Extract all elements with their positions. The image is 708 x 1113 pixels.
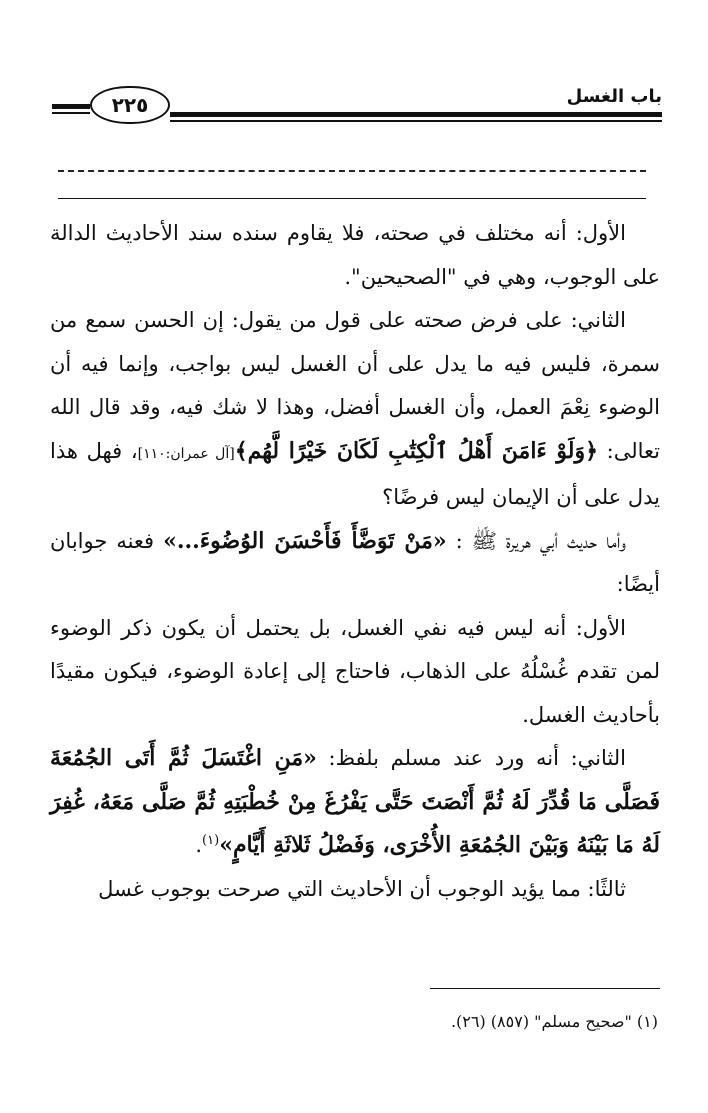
header-rule-right-thick (170, 112, 662, 117)
main-text (50, 212, 660, 911)
paragraph-text: الثاني: على فرض صحته على قول من يقول: إن الحسن سمع من سمرة، فليس فيه ما يدل على أن الغسل ليس بواجب، وإنما فيه أن الوضوء نِعْمَ العمل، وأن الغسل أفضل، وهذا لا شك فيه، وقد قال الله تعالى: (50, 308, 660, 463)
verse-reference: [آل عمران:١١٠] (137, 445, 235, 462)
footnote-divider (430, 988, 660, 989)
page-header (46, 80, 662, 128)
paragraph-4 (50, 607, 660, 738)
paragraph-1 (50, 212, 660, 299)
header-rule-right-thin (170, 120, 662, 122)
paragraph-text: ، فهل هذا يدل على أن الإيمان ليس فرضًا؟ (50, 438, 660, 509)
dashed-divider (58, 170, 646, 172)
page-number: ٢٢٥ (90, 86, 170, 124)
footnote: (١) "صحيح مسلم" (٨٥٧) (٢٦). (450, 1012, 658, 1031)
paragraph-text: الأول: أنه ليس فيه نفي الغسل، بل يحتمل أن يكون ذكر الوضوء لمن تقدم غُسْلُهُ على الذهاب، فاحتاج إلى إعادة الوضوء، فيكون مقيدًا بأحاديث الغسل. (50, 615, 660, 727)
quran-verse: ﴿وَلَوْ ءَامَنَ أَهْلُ ٱلْكِتَٰبِ لَكَانَ خَيْرًا لَّهُم﴾ (234, 437, 598, 464)
paragraph-text: فعنه جوابان أيضًا: (50, 528, 660, 596)
paragraph-text: ثالثًا: مما يؤيد الوجوب أن الأحاديث التي صرحت بوجوب غسل (98, 876, 626, 901)
paragraph-text: وأما حديث أبي هريرة ﷺ : (446, 528, 627, 553)
header-rule-left-thick (52, 104, 90, 109)
paragraph-6 (50, 868, 660, 912)
footnote-marker: (١) (202, 833, 220, 848)
paragraph-text: الثاني: أنه ورد عند مسلم بلفظ: (316, 746, 626, 770)
hadith-quote: «مَنِ اغْتَسَلَ ثُمَّ أَتَى الجُمُعَةَ فَصَلَّى مَا قُدِّرَ لَهُ ثُمَّ أَنْصَتَ حَتَّى يَفْرُغَ مِنْ خُطْبَتِهِ ثُمَّ صَلَّى مَعَهُ، غُفِرَ لَهُ مَا بَيْنَهُ وَبَيْنَ الجُمُعَةِ الأُخْرَى، وَفَضْلُ ثَلاثَةِ أَيَّامٍ» (50, 745, 660, 858)
chapter-title: باب الغسل (566, 86, 662, 107)
solid-divider (58, 198, 646, 199)
paragraph-text: . (195, 833, 203, 857)
paragraph-5 (50, 737, 660, 868)
header-rule-left-thin (52, 112, 90, 114)
paragraph-3 (50, 520, 660, 607)
paragraph-2 (50, 299, 660, 520)
paragraph-text: الأول: أنه مختلف في صحته، فلا يقاوم سنده سند الأحاديث الدالة على الوجوب، وهي في "الصحيحين". (50, 221, 660, 289)
hadith-quote: «مَنْ تَوَضَّأَ فَأَحْسَنَ الوُضُوءَ...» (163, 527, 447, 554)
